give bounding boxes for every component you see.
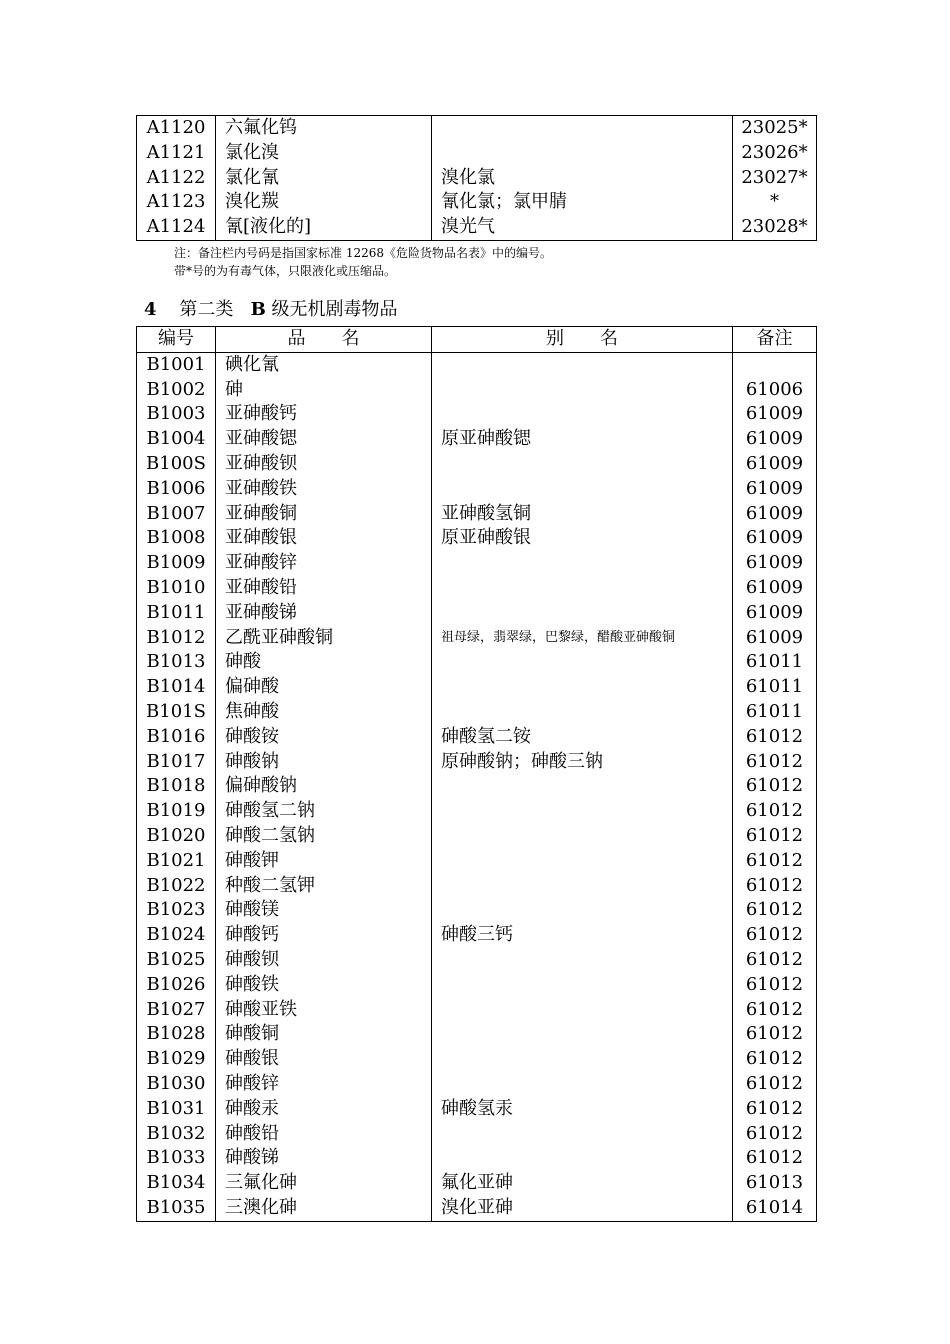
cell-code: B1028 — [137, 1022, 216, 1047]
cell-name: 亚砷酸锶 — [216, 427, 432, 452]
cell-name: 砷酸氢二钠 — [216, 799, 432, 824]
cell-alias — [432, 675, 733, 700]
cell-code: B1025 — [137, 948, 216, 973]
table-row — [137, 1097, 817, 1122]
table-row — [137, 1047, 817, 1072]
cell-alias — [432, 849, 733, 874]
table-row — [137, 1171, 817, 1196]
cell-name: 氯化氰 — [216, 166, 432, 191]
section-number: 4 — [144, 299, 157, 320]
cell-alias — [432, 141, 733, 166]
cell-name: 砷酸二氢钠 — [216, 824, 432, 849]
table-row — [137, 898, 817, 923]
section-grade: B — [250, 299, 266, 320]
cell-note: 23027* — [741, 166, 808, 188]
table-row — [137, 352, 817, 377]
cell-code: B1019 — [137, 799, 216, 824]
cell-name: 氰[液化的] — [216, 215, 432, 240]
cell-name: 亚砷酸铁 — [216, 477, 432, 502]
table-row — [137, 526, 817, 551]
cell-note: 61011 — [745, 700, 804, 722]
cell-alias: 砷酸三钙 — [432, 923, 733, 948]
cell-alias: 溴光气 — [432, 215, 733, 240]
cell-note: 61012 — [745, 1023, 804, 1045]
table-row — [137, 675, 817, 700]
cell-alias — [432, 452, 733, 477]
cell-code: B1021 — [137, 849, 216, 874]
cell-code: B1004 — [137, 427, 216, 452]
table-row — [137, 799, 817, 824]
cell-name: 砷酸锌 — [216, 1072, 432, 1097]
cell-alias — [432, 973, 733, 998]
cell-note — [733, 352, 817, 377]
section-heading — [144, 298, 398, 322]
table-notes — [174, 244, 552, 280]
cell-note: 61012 — [745, 948, 804, 970]
cell-alias — [432, 1072, 733, 1097]
cell-name: 亚砷酸银 — [216, 526, 432, 551]
cell-alias — [432, 402, 733, 427]
cell-name: 砷酸 — [216, 650, 432, 675]
cell-note: 61012 — [745, 874, 804, 896]
cell-alias: 砷酸氢二铵 — [432, 725, 733, 750]
cell-note: 61012 — [745, 800, 804, 822]
table-row — [137, 576, 817, 601]
table-row — [137, 1146, 817, 1171]
cell-note: 61012 — [745, 973, 804, 995]
table-row — [137, 849, 817, 874]
cell-code: B1034 — [137, 1171, 216, 1196]
cell-note: 61012 — [745, 849, 804, 871]
cell-note: 61012 — [745, 1097, 804, 1119]
cell-name: 砷酸钡 — [216, 948, 432, 973]
cell-code: B1024 — [137, 923, 216, 948]
cell-alias: 砷酸氢汞 — [432, 1097, 733, 1122]
table-row — [137, 402, 817, 427]
cell-code: B1017 — [137, 750, 216, 775]
table-row — [137, 626, 817, 651]
cell-name: 砷酸铜 — [216, 1022, 432, 1047]
cell-alias — [432, 948, 733, 973]
cell-code: B1009 — [137, 551, 216, 576]
cell-name: 砷酸铁 — [216, 973, 432, 998]
cell-code: B1033 — [137, 1146, 216, 1171]
cell-code: A1124 — [137, 215, 216, 240]
cell-code: B1014 — [137, 675, 216, 700]
cell-note: 61012 — [745, 775, 804, 797]
cell-name: 砷酸钾 — [216, 849, 432, 874]
table-row — [137, 1196, 817, 1221]
cell-alias — [432, 824, 733, 849]
cell-code: B1035 — [137, 1196, 216, 1221]
cell-alias — [432, 1022, 733, 1047]
cell-alias — [432, 700, 733, 725]
cell-code: B1020 — [137, 824, 216, 849]
section-prefix: 第二类 — [179, 299, 234, 320]
cell-note: 61009 — [745, 477, 804, 499]
cell-name: 乙酰亚砷酸铜 — [216, 626, 432, 651]
cell-name: 砷酸镁 — [216, 898, 432, 923]
cell-note: 61014 — [745, 1196, 804, 1218]
cell-code: B100S — [137, 452, 216, 477]
cell-note: 61009 — [745, 527, 804, 549]
cell-note: 61012 — [745, 824, 804, 846]
cell-code: B1012 — [137, 626, 216, 651]
table-row — [137, 973, 817, 998]
cell-code: B1029 — [137, 1047, 216, 1072]
cell-code: B1001 — [137, 352, 216, 377]
cell-code: A1123 — [137, 190, 216, 215]
cell-name: 三澳化砷 — [216, 1196, 432, 1221]
table-row — [137, 923, 817, 948]
cell-note: 61011 — [745, 676, 804, 698]
cell-name: 碘化氰 — [216, 352, 432, 377]
cell-name: 亚砷酸铜 — [216, 502, 432, 527]
cell-code: A1120 — [137, 116, 216, 141]
cell-name: 砷酸锑 — [216, 1146, 432, 1171]
cell-note: 61012 — [745, 899, 804, 921]
cell-name: 亚砷酸锑 — [216, 601, 432, 626]
table-row — [137, 502, 817, 527]
cell-name: 砷酸铵 — [216, 725, 432, 750]
table-b — [136, 326, 817, 1222]
cell-note: 61012 — [745, 998, 804, 1020]
cell-name: 砷酸钠 — [216, 750, 432, 775]
cell-code: B1010 — [137, 576, 216, 601]
cell-note: 61012 — [745, 924, 804, 946]
cell-alias — [432, 551, 733, 576]
cell-alias — [432, 998, 733, 1023]
table-row — [137, 1122, 817, 1147]
table-row — [137, 750, 817, 775]
cell-name: 焦砷酸 — [216, 700, 432, 725]
cell-note: 61009 — [745, 452, 804, 474]
table-row — [137, 166, 817, 191]
cell-note: 61012 — [745, 750, 804, 772]
cell-note: 61009 — [745, 403, 804, 425]
cell-note: 61009 — [745, 502, 804, 524]
cell-code: B1026 — [137, 973, 216, 998]
table-row — [137, 725, 817, 750]
cell-code: A1121 — [137, 141, 216, 166]
cell-name: 砷酸钙 — [216, 923, 432, 948]
cell-name: 氯化溴 — [216, 141, 432, 166]
cell-code: A1122 — [137, 166, 216, 191]
cell-note: 61009 — [745, 626, 804, 648]
cell-alias — [432, 898, 733, 923]
cell-code: B1018 — [137, 774, 216, 799]
table-row — [137, 948, 817, 973]
cell-note: 61012 — [745, 1048, 804, 1070]
table-row — [137, 1022, 817, 1047]
cell-code: B1023 — [137, 898, 216, 923]
cell-code: B1027 — [137, 998, 216, 1023]
cell-name: 六氟化钨 — [216, 116, 432, 141]
table-row — [137, 477, 817, 502]
cell-note: 61009 — [745, 552, 804, 574]
table-row — [137, 551, 817, 576]
table-a-body — [137, 116, 817, 241]
cell-note: 61012 — [745, 1147, 804, 1169]
table-a — [136, 115, 817, 241]
cell-code: B1003 — [137, 402, 216, 427]
cell-code: B1022 — [137, 874, 216, 899]
cell-alias — [432, 1146, 733, 1171]
table-row — [137, 427, 817, 452]
cell-name: 亚砷酸钡 — [216, 452, 432, 477]
table-row — [137, 1072, 817, 1097]
cell-note: 61006 — [745, 378, 804, 400]
cell-alias — [432, 1047, 733, 1072]
cell-alias — [432, 650, 733, 675]
cell-code: B1030 — [137, 1072, 216, 1097]
table-row — [137, 700, 817, 725]
cell-code: B1032 — [137, 1122, 216, 1147]
cell-code: B1008 — [137, 526, 216, 551]
cell-note: 61009 — [745, 601, 804, 623]
cell-alias — [432, 1122, 733, 1147]
cell-alias — [432, 799, 733, 824]
section-title: 级无机剧毒物品 — [271, 299, 398, 320]
cell-note: 61012 — [745, 1122, 804, 1144]
cell-alias — [432, 874, 733, 899]
cell-alias: 亚砷酸氢铜 — [432, 502, 733, 527]
cell-code: B1002 — [137, 378, 216, 403]
cell-code: B101S — [137, 700, 216, 725]
table-row — [137, 774, 817, 799]
cell-note: 61011 — [745, 651, 804, 673]
cell-name: 亚砷酸锌 — [216, 551, 432, 576]
cell-note: 61013 — [745, 1172, 804, 1194]
table-b-header-row — [137, 327, 817, 353]
table-row — [137, 141, 817, 166]
cell-name: 亚砷酸钙 — [216, 402, 432, 427]
table-row — [137, 998, 817, 1023]
note-line-2: 带*号的为有毒气体，只限液化或压缩品。 — [174, 264, 397, 278]
cell-name: 偏砷酸钠 — [216, 774, 432, 799]
cell-alias: 溴化氯 — [432, 166, 733, 191]
table-b-body — [137, 352, 817, 1221]
cell-note: 61009 — [745, 576, 804, 598]
table-row — [137, 824, 817, 849]
cell-alias: 溴化亚砷 — [432, 1196, 733, 1221]
cell-alias: 原亚砷酸银 — [432, 526, 733, 551]
table-row — [137, 874, 817, 899]
cell-alias — [432, 477, 733, 502]
cell-name: 种酸二氢钾 — [216, 874, 432, 899]
cell-alias — [432, 116, 733, 141]
header-code: 编号 — [137, 327, 216, 353]
cell-name: 砷 — [216, 378, 432, 403]
cell-code: B1016 — [137, 725, 216, 750]
header-note: 备注 — [733, 327, 817, 353]
cell-code: B1031 — [137, 1097, 216, 1122]
cell-note: * — [770, 191, 779, 213]
cell-name: 偏砷酸 — [216, 675, 432, 700]
cell-alias — [432, 601, 733, 626]
cell-note: 61009 — [745, 428, 804, 450]
cell-code: B1006 — [137, 477, 216, 502]
cell-alias — [432, 576, 733, 601]
cell-name: 砷酸亚铁 — [216, 998, 432, 1023]
cell-code: B1007 — [137, 502, 216, 527]
cell-alias — [432, 774, 733, 799]
cell-alias: 原砷酸钠；砷酸三钠 — [432, 750, 733, 775]
table-row — [137, 650, 817, 675]
cell-name: 溴化羰 — [216, 190, 432, 215]
cell-alias: 祖母绿，翡翠绿，巴黎绿，醋酸亚砷酸铜 — [432, 626, 733, 651]
cell-name: 砷酸铅 — [216, 1122, 432, 1147]
cell-alias: 原亚砷酸锶 — [432, 427, 733, 452]
cell-note: 23026* — [741, 141, 808, 163]
note-line-1: 注：备注栏内号码是指国家标准 12268《危险货物品名表》中的编号。 — [174, 246, 552, 260]
header-name: 品 名 — [216, 327, 432, 353]
cell-name: 砷酸银 — [216, 1047, 432, 1072]
cell-note: 23025* — [741, 117, 808, 138]
cell-note: 61012 — [745, 1072, 804, 1094]
table-row — [137, 378, 817, 403]
cell-alias: 氰化氯；氯甲腈 — [432, 190, 733, 215]
header-alias: 别 名 — [432, 327, 733, 353]
cell-name: 砷酸汞 — [216, 1097, 432, 1122]
cell-alias: 氟化亚砷 — [432, 1171, 733, 1196]
table-row — [137, 601, 817, 626]
cell-note: 61012 — [745, 725, 804, 747]
cell-name: 亚砷酸铅 — [216, 576, 432, 601]
table-row — [137, 215, 817, 240]
table-row — [137, 452, 817, 477]
table-row — [137, 190, 817, 215]
cell-code: B1011 — [137, 601, 216, 626]
cell-note: 23028* — [741, 216, 808, 238]
cell-name: 三氟化砷 — [216, 1171, 432, 1196]
table-row — [137, 116, 817, 141]
cell-alias — [432, 378, 733, 403]
cell-alias — [432, 352, 733, 377]
cell-code: B1013 — [137, 650, 216, 675]
